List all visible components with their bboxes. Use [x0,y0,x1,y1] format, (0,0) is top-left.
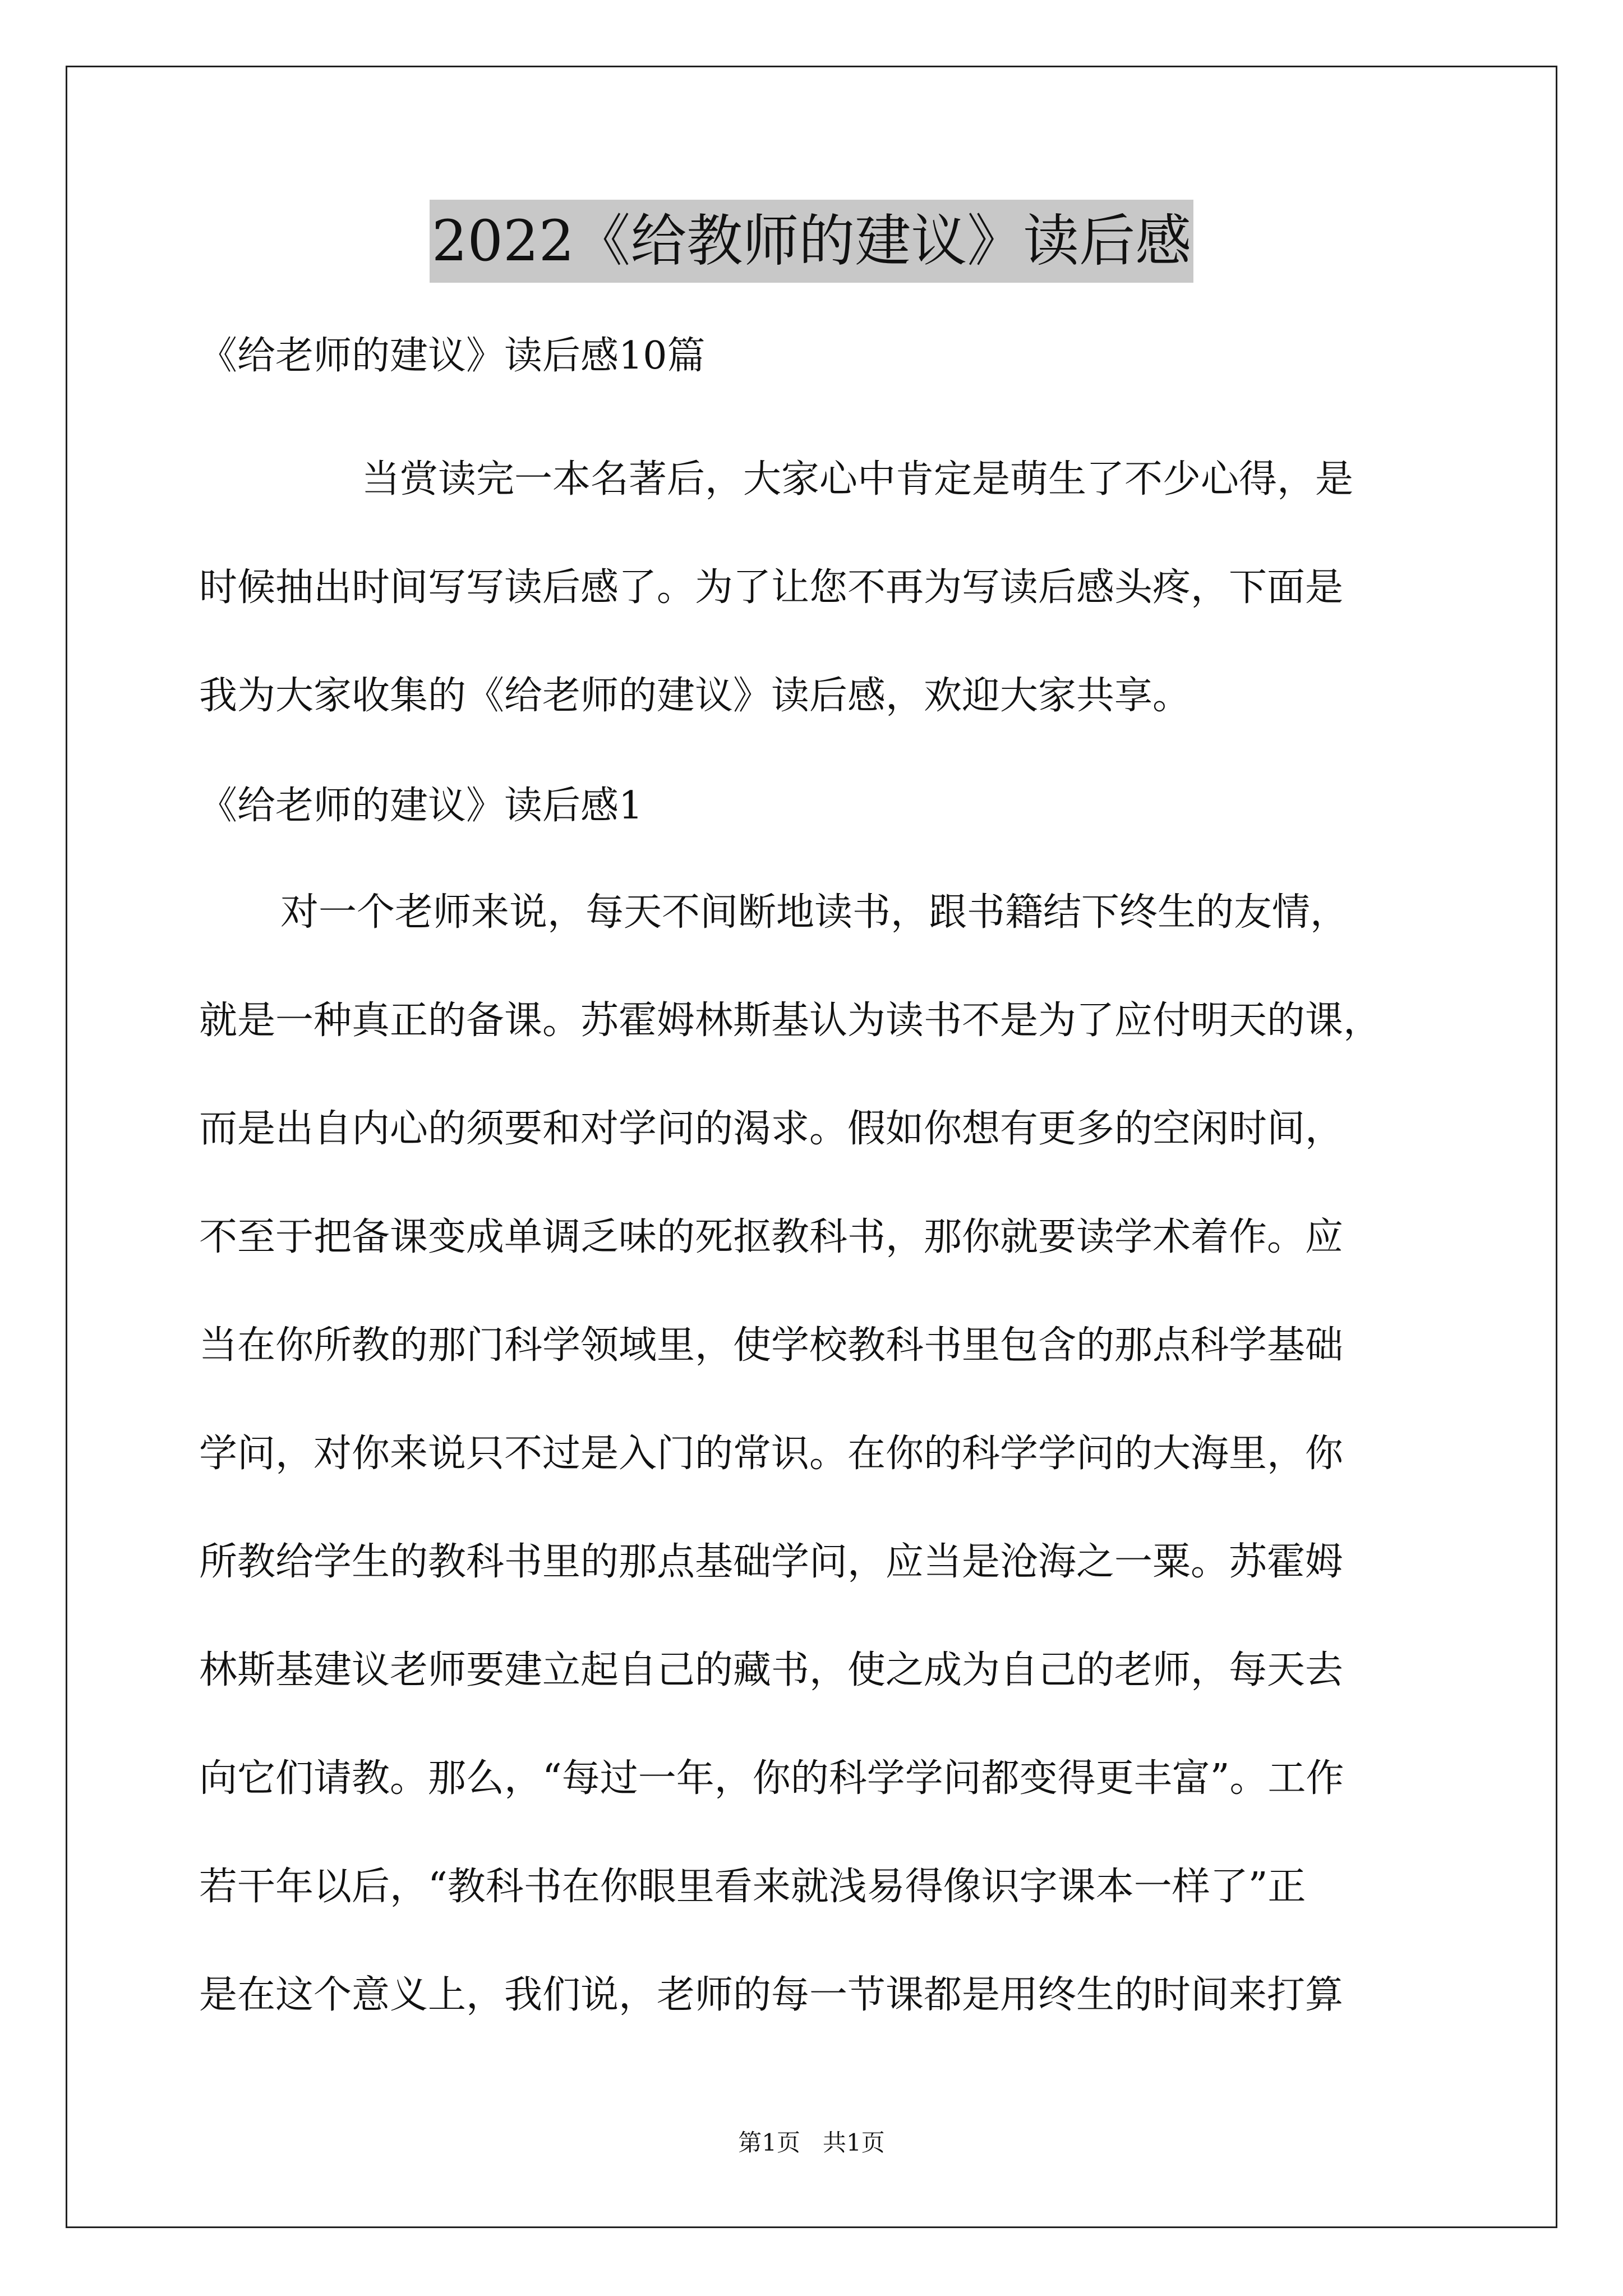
intro-line-3: 我为大家收集的《给老师的建议》读后感，欢迎大家共享。 [199,674,1191,718]
page-footer: 第1页 共1页 [738,2129,885,2156]
document-title: 2022《给教师的建议》读后感 [430,200,1194,283]
body-line-5: 当在你所教的那门科学领域里，使学校教科书里包含的那点科学基础 [199,1323,1344,1368]
body-line-1: 对一个老师来说，每天不间断地读书，跟书籍结下终生的友情， [280,890,1349,935]
intro-line-1: 当赏读完一本名著后，大家心中肯定是萌生了不少心得，是 [362,457,1354,501]
body-line-3: 而是出自内心的须要和对学问的渴求。假如你想有更多的空闲时间， [199,1107,1344,1151]
section-heading: 《给老师的建议》读后感1 [199,784,643,828]
body-line-11: 是在这个意义上，我们说，老师的每一节课都是用终生的时间来打算 [199,1973,1344,2017]
body-line-8: 林斯基建议老师要建立起自己的藏书，使之成为自己的老师，每天去 [199,1648,1344,1692]
body-line-4: 不至于把备课变成单调乏味的死抠教科书，那你就要读学术着作。应 [199,1215,1344,1259]
intro-line-2: 时候抽出时间写写读后感了。为了让您不再为写读后感头疼，下面是 [199,565,1344,610]
body-line-7: 所教给学生的教科书里的那点基础学问，应当是沧海之一粟。苏霍姆 [199,1540,1344,1584]
title-wrap [0,200,1623,283]
body-line-10: 若干年以后，“教科书在你眼里看来就浅易得像识字课本一样了”正 [199,1865,1306,1909]
body-line-6: 学问，对你来说只不过是入门的常识。在你的科学学问的大海里，你 [199,1432,1344,1476]
subtitle: 《给老师的建议》读后感10篇 [199,334,706,378]
body-line-9: 向它们请教。那么，“每过一年，你的科学学问都变得更丰富”。工作 [199,1756,1344,1801]
body-line-2: 就是一种真正的备课。苏霍姆林斯基认为读书不是为了应付明天的课， [199,999,1382,1043]
